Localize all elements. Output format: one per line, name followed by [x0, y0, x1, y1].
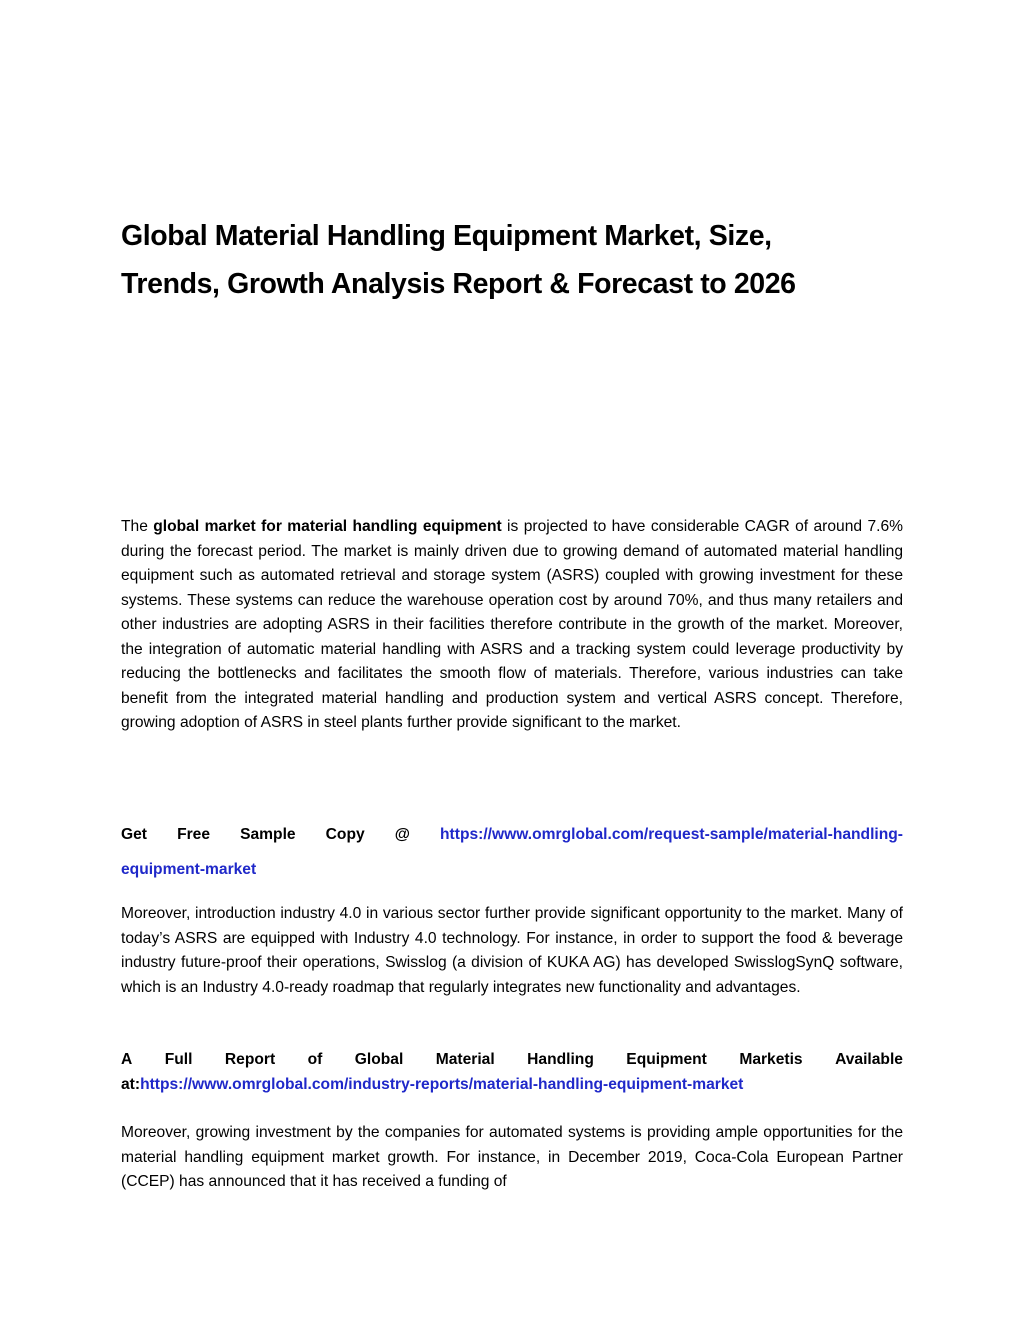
intro-lead: The [121, 518, 154, 535]
sample-word: Copy [325, 826, 365, 843]
sample-link-continuation[interactable]: equipment-market [121, 861, 257, 878]
sample-word: Sample [240, 826, 296, 843]
full-report-word: Report [224, 1051, 276, 1068]
full-report-link-line [121, 1073, 903, 1098]
full-report-word: Handling [527, 1051, 594, 1068]
industry-4-paragraph: Moreover, introduction industry 4.0 in various sector further provide significant opportunity to the market. Many of today’s ASRS are equipped with Industry 4.0 technology. For instance, in order to support the food & beverage industry future-proof their operations, Swisslog (a division of KUKA AG) has developed SwisslogSynQ software, which is an Industry 4.0-ready roadmap that regularly integrates new functionality and advantages. [121, 905, 903, 996]
full-report-word: Equipment [626, 1051, 707, 1068]
full-report-word: Marketis [739, 1051, 803, 1068]
intro-rest: is projected to have considerable CAGR of around 7.6% during the forecast period. The market is mainly driven due to growing demand of automated material handling equipment such as automated retrieval and storage system (ASRS) coupled with growing investment for these systems. These systems can reduce the warehouse operation cost by around 70%, and thus many retailers and other industries are adopting ASRS in their facilities therefore contribute in the growth of the market. Moreover, the integration of automatic material handling with ASRS and a tracking system could leverage productivity by reducing the bottlenecks and facilitates the smooth flow of materials. Therefore, various industries can take benefit from the integrated material handling and production system and vertical ASRS concept. Therefore, growing adoption of ASRS in steel plants further provide significant to the market. [121, 518, 903, 731]
investment-paragraph: Moreover, growing investment by the companies for automated systems is providing ample opportunities for the material handling equipment market growth. For instance, in December 2019, Coca-Cola European Partner (CCEP) has announced that it has received a funding of [121, 1124, 903, 1190]
intro-bold-phrase: global market for material handling equipment [153, 518, 502, 535]
full-report-word: of [307, 1051, 323, 1068]
full-report-word: A [121, 1051, 133, 1068]
sample-copy-block [121, 817, 903, 887]
sample-link[interactable]: https://www.omrglobal.com/request-sample/material-handling- [440, 826, 903, 843]
full-report-link[interactable]: https://www.omrglobal.com/industry-reports/material-handling-equipment-market [140, 1075, 744, 1093]
title-line-1: Global Material Handling Equipment Market, Size, [121, 220, 772, 252]
sample-word: Get [121, 826, 147, 843]
sample-copy-line [121, 817, 903, 852]
title-line-2: Trends, Growth Analysis Report & Forecast to 2026 [121, 268, 796, 300]
document-title [121, 212, 921, 308]
full-report-block [121, 1048, 903, 1097]
full-report-at: at: [121, 1075, 141, 1093]
full-report-word: Material [435, 1051, 495, 1068]
sample-word: Free [177, 826, 211, 843]
sample-word: @ [394, 826, 410, 843]
full-report-word: Global [354, 1051, 404, 1068]
full-report-line [121, 1048, 903, 1073]
full-report-word: Full [164, 1051, 193, 1068]
intro-paragraph [121, 515, 903, 736]
full-report-word: Available [835, 1051, 903, 1068]
